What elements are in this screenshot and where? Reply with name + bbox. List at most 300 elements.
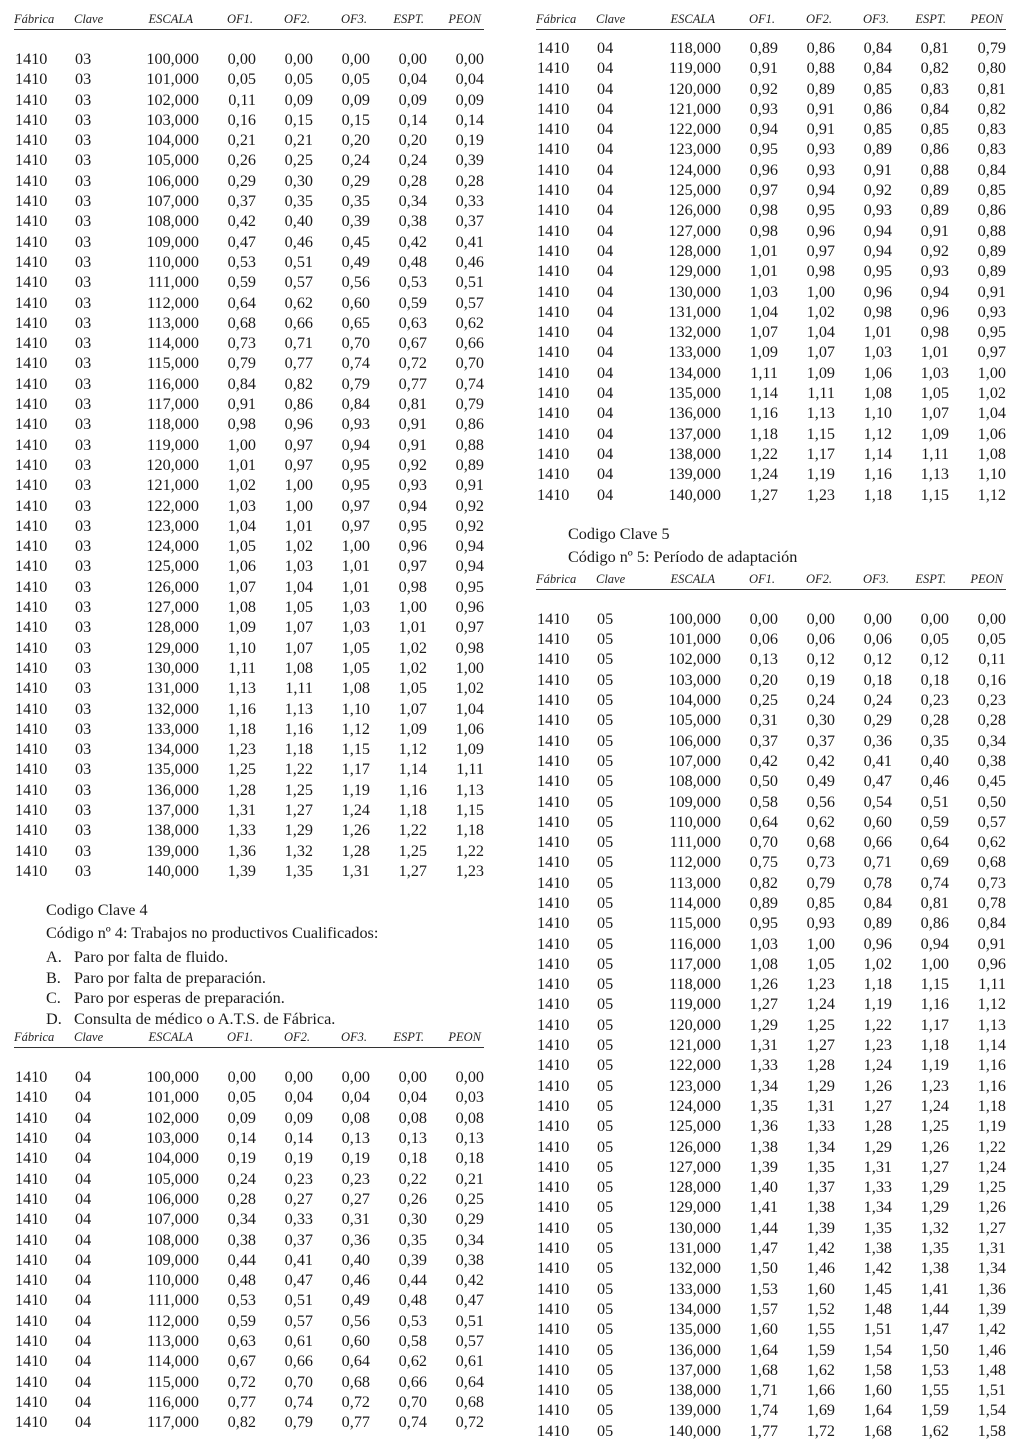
- table-cell: 0,47: [227, 232, 256, 251]
- table-cell: 0,89: [863, 914, 892, 933]
- table-cell: 0,37: [806, 731, 835, 750]
- table-cell: 05: [597, 1381, 614, 1400]
- column-header: Clave: [596, 571, 626, 586]
- table-cell: 1,22: [863, 1015, 892, 1034]
- table-cell: 1,08: [749, 954, 778, 973]
- table-row: [536, 1400, 1006, 1420]
- table-cell: 0,31: [749, 711, 778, 730]
- table-cell: 0,83: [920, 79, 949, 98]
- table-cell: 04: [597, 485, 614, 504]
- table-cell: 0,18: [863, 670, 892, 689]
- table-cell: 1,00: [806, 934, 835, 953]
- table-cell: 0,66: [863, 833, 892, 852]
- table-cell: 1410: [537, 1076, 570, 1095]
- table-cell: 1410: [537, 1401, 570, 1420]
- table-cell: 136,000: [146, 780, 199, 799]
- table-cell: 1410: [15, 415, 48, 434]
- table-cell: 0,64: [455, 1372, 484, 1391]
- table-cell: 1410: [15, 638, 48, 657]
- table-cell: 0,05: [920, 630, 949, 649]
- table-cell: 0,24: [806, 691, 835, 710]
- table-cell: 1,34: [863, 1198, 892, 1217]
- table-cell: 1,09: [920, 424, 949, 443]
- table-cell: 0,04: [398, 70, 427, 89]
- table-cell: 123,000: [668, 140, 721, 159]
- table-cell: 1,01: [341, 577, 370, 596]
- table-cell: 1410: [537, 1117, 570, 1136]
- table-cell: 127,000: [668, 1157, 721, 1176]
- table-cell: 0,77: [227, 1392, 256, 1411]
- table-cell: 0,14: [398, 110, 427, 129]
- table-row: [536, 731, 1006, 751]
- table-cell: 0,93: [749, 99, 778, 118]
- table-cell: 0,85: [977, 181, 1006, 200]
- table-cell: 0,21: [227, 131, 256, 150]
- table-cell: 1,26: [341, 821, 370, 840]
- table-cell: 100,000: [146, 1068, 199, 1087]
- table-row: [536, 302, 1006, 322]
- table-cell: 0,63: [227, 1332, 256, 1351]
- table-cell: 0,19: [455, 131, 484, 150]
- table-cell: 111,000: [147, 273, 199, 292]
- table-cell: 1,14: [977, 1036, 1006, 1055]
- table-cell: 1,47: [749, 1239, 778, 1258]
- table-cell: 102,000: [146, 1108, 199, 1127]
- table-cell: 1,12: [863, 424, 892, 443]
- table-cell: 1410: [537, 893, 570, 912]
- column-header: ESCALA: [670, 12, 715, 26]
- table-cell: 1410: [15, 1088, 48, 1107]
- table-cell: 0,00: [398, 50, 427, 68]
- list-item: [14, 988, 484, 1009]
- table-cell: 136,000: [668, 1340, 721, 1359]
- table-cell: 1,28: [863, 1117, 892, 1136]
- table-row: [536, 403, 1006, 423]
- table-row: [536, 282, 1006, 302]
- table-cell: 0,93: [977, 302, 1006, 321]
- table-cell: 1,31: [977, 1239, 1006, 1258]
- table-cell: 106,000: [146, 1189, 199, 1208]
- table-cell: 1410: [15, 841, 48, 860]
- table-cell: 1410: [15, 334, 48, 353]
- table-row: [536, 180, 1006, 200]
- table-cell: 0,96: [977, 954, 1006, 973]
- table-cell: 03: [75, 496, 92, 515]
- table-cell: 0,37: [227, 192, 256, 211]
- table-cell: 1,25: [806, 1015, 835, 1034]
- table-cell: 123,000: [668, 1076, 721, 1095]
- table-cell: 0,34: [227, 1210, 256, 1229]
- table-row: [14, 556, 484, 576]
- table-cell: 03: [75, 110, 92, 129]
- table-row: [536, 1116, 1006, 1136]
- table-row: [536, 710, 1006, 730]
- table-cell: 0,98: [749, 221, 778, 240]
- table-cell: 120,000: [146, 455, 199, 474]
- table-cell: 0,97: [284, 455, 313, 474]
- table-cell: 1410: [15, 435, 48, 454]
- table-cell: 0,89: [749, 39, 778, 57]
- table-cell: 1,23: [806, 485, 835, 504]
- table-cell: 0,72: [341, 1392, 370, 1411]
- table-cell: 0,40: [341, 1250, 370, 1269]
- table-cell: 1,62: [920, 1421, 949, 1440]
- table-row: [14, 1128, 484, 1148]
- table-cell: 0,08: [341, 1108, 370, 1127]
- table-cell: 0,25: [749, 691, 778, 710]
- table-row: [14, 232, 484, 252]
- table-cell: 0,00: [455, 50, 484, 68]
- table-cell: 1410: [15, 395, 48, 414]
- table-cell: 0,56: [341, 1311, 370, 1330]
- table-cell: 1,11: [285, 679, 313, 698]
- table-cell: 1410: [15, 699, 48, 718]
- table-cell: 131,000: [146, 679, 199, 698]
- table-cell: 0,68: [455, 1392, 484, 1411]
- table-cell: 1410: [537, 1218, 570, 1237]
- table-cell: 04: [75, 1088, 92, 1107]
- table-cell: 0,00: [284, 50, 313, 68]
- table-cell: 1,14: [749, 384, 778, 403]
- table-cell: 05: [597, 711, 614, 730]
- table-cell: 118,000: [668, 39, 721, 57]
- table-cell: 0,86: [455, 415, 484, 434]
- table-cell: 0,24: [341, 151, 370, 170]
- table-clave-03: [14, 11, 484, 881]
- table-cell: 1,26: [863, 1076, 892, 1095]
- table-row: [536, 852, 1006, 872]
- table-cell: 1,36: [749, 1117, 778, 1136]
- table-cell: 0,00: [863, 609, 892, 628]
- table-cell: 1,27: [749, 995, 778, 1014]
- table-cell: 0,59: [398, 293, 427, 312]
- table-cell: 0,95: [749, 140, 778, 159]
- table-cell: 1,19: [341, 780, 370, 799]
- table-cell: 0,92: [398, 455, 427, 474]
- table-cell: 1,45: [863, 1279, 892, 1298]
- table-cell: 0,40: [920, 751, 949, 770]
- table-cell: 1,35: [920, 1239, 949, 1258]
- table-row: [536, 1319, 1006, 1339]
- table-cell: 101,000: [146, 1088, 199, 1107]
- table-row: [14, 130, 484, 150]
- table-cell: 1410: [537, 79, 570, 98]
- table-cell: 0,35: [284, 192, 313, 211]
- table-cell: 0,30: [284, 171, 313, 190]
- table-cell: 0,45: [341, 232, 370, 251]
- table-cell: 0,29: [227, 171, 256, 190]
- table-cell: 130,000: [146, 658, 199, 677]
- table-cell: 0,51: [455, 273, 484, 292]
- table-cell: 1,16: [920, 995, 949, 1014]
- table-cell: 0,85: [863, 79, 892, 98]
- table-cell: 1,41: [920, 1279, 949, 1298]
- table-cell: 1,27: [806, 1036, 835, 1055]
- table-cell: 1,01: [284, 516, 313, 535]
- table-row: [536, 670, 1006, 690]
- table-row: [14, 861, 484, 881]
- table-cell: 0,62: [284, 293, 313, 312]
- table-cell: 0,98: [455, 638, 484, 657]
- table-cell: 05: [597, 650, 614, 669]
- table-cell: 1,09: [749, 343, 778, 362]
- table-cell: 0,06: [749, 630, 778, 649]
- table-row: [536, 1197, 1006, 1217]
- table-cell: 0,49: [341, 1291, 370, 1310]
- table-cell: 0,79: [977, 39, 1006, 57]
- table-cell: 0,42: [455, 1271, 484, 1290]
- table-cell: 0,00: [806, 609, 835, 628]
- table-cell: 03: [75, 232, 92, 251]
- table-cell: 0,69: [920, 853, 949, 872]
- table-cell: 1,62: [806, 1360, 835, 1379]
- table-row: [14, 69, 484, 89]
- table-cell: 1,01: [227, 455, 256, 474]
- table-cell: 0,05: [341, 70, 370, 89]
- table-cell: 0,29: [341, 171, 370, 190]
- table-cell: 139,000: [146, 841, 199, 860]
- table-cell: 1,37: [806, 1178, 835, 1197]
- table-cell: 129,000: [668, 262, 721, 281]
- table-cell: 0,46: [284, 232, 313, 251]
- table-cell: 1410: [537, 241, 570, 260]
- table-row: [14, 496, 484, 516]
- column-header: Clave: [74, 1030, 104, 1045]
- table-cell: 03: [75, 841, 92, 860]
- table-cell: 1,03: [749, 282, 778, 301]
- table-cell: 0,39: [341, 212, 370, 231]
- table-cell: 1,36: [227, 841, 256, 860]
- table-cell: 1,33: [863, 1178, 892, 1197]
- table-cell: 0,35: [341, 192, 370, 211]
- table-cell: 0,94: [920, 934, 949, 953]
- table-cell: 04: [75, 1413, 92, 1432]
- table-cell: 1,18: [398, 800, 427, 819]
- table-cell: 1,04: [806, 323, 835, 342]
- table-cell: 1410: [537, 140, 570, 159]
- table-cell: 122,000: [146, 496, 199, 515]
- table-cell: 1410: [15, 1413, 48, 1432]
- table-cell: 0,37: [749, 731, 778, 750]
- table-cell: 1,54: [977, 1401, 1006, 1420]
- table-cell: 1,05: [284, 598, 313, 617]
- table-cell: 0,34: [398, 192, 427, 211]
- column-header: PEON: [448, 12, 481, 26]
- table-row: [14, 739, 484, 759]
- column-header: ESCALA: [670, 571, 715, 586]
- table-cell: 0,46: [455, 252, 484, 271]
- table-row: [536, 200, 1006, 220]
- table-cell: 1,34: [977, 1259, 1006, 1278]
- column-header: ESPT.: [915, 12, 946, 26]
- table-cell: 1,28: [341, 841, 370, 860]
- table-row: [14, 780, 484, 800]
- section-4-list: [14, 947, 484, 1029]
- table-cell: 0,73: [977, 873, 1006, 892]
- table-cell: 0,08: [455, 1108, 484, 1127]
- table-cell: 1,31: [863, 1157, 892, 1176]
- table-row: [536, 974, 1006, 994]
- table-cell: 0,93: [806, 140, 835, 159]
- table-cell: 05: [597, 1015, 614, 1034]
- table-cell: 1,06: [863, 363, 892, 382]
- table-cell: 0,09: [398, 90, 427, 109]
- table-row: [536, 261, 1006, 281]
- table-cell: 0,97: [341, 496, 370, 515]
- table-cell: 1410: [537, 1137, 570, 1156]
- table-row: [536, 322, 1006, 342]
- table-cell: 0,37: [455, 212, 484, 231]
- table-cell: 1410: [537, 1178, 570, 1197]
- table-clave-04-part-2: [536, 11, 1006, 505]
- table-cell: 04: [75, 1068, 92, 1087]
- table-cell: 105,000: [668, 711, 721, 730]
- table-cell: 1410: [537, 424, 570, 443]
- table-cell: 1,13: [920, 465, 949, 484]
- table-cell: 0,92: [749, 79, 778, 98]
- table-cell: 0,03: [455, 1088, 484, 1107]
- table-cell: 106,000: [146, 171, 199, 190]
- table-row: [536, 444, 1006, 464]
- table-cell: 1410: [537, 691, 570, 710]
- table-cell: 0,93: [920, 262, 949, 281]
- table-cell: 1,38: [806, 1198, 835, 1217]
- table-cell: 117,000: [146, 1413, 199, 1432]
- table-cell: 1,11: [228, 658, 256, 677]
- table-cell: 1410: [537, 343, 570, 362]
- table-cell: 0,48: [398, 252, 427, 271]
- column-header: Clave: [74, 12, 104, 26]
- table-cell: 1,11: [921, 444, 949, 463]
- table-row: [536, 241, 1006, 261]
- table-cell: 1,25: [920, 1117, 949, 1136]
- table-cell: 0,95: [455, 577, 484, 596]
- table-cell: 03: [75, 151, 92, 170]
- table-cell: 0,94: [341, 435, 370, 454]
- table-cell: 108,000: [146, 212, 199, 231]
- table-cell: 0,78: [863, 873, 892, 892]
- table-cell: 0,40: [284, 212, 313, 231]
- table-cell: 1410: [537, 1157, 570, 1176]
- table-row: [536, 342, 1006, 362]
- table-cell: 0,24: [863, 691, 892, 710]
- table-cell: 0,39: [455, 151, 484, 170]
- table-cell: 0,35: [398, 1230, 427, 1249]
- table-cell: 03: [75, 273, 92, 292]
- table-row: [536, 38, 1006, 58]
- table-cell: 104,000: [668, 691, 721, 710]
- table-cell: 0,93: [806, 914, 835, 933]
- table-cell: 05: [597, 772, 614, 791]
- table-row: [536, 221, 1006, 241]
- table-row: [536, 1076, 1006, 1096]
- table-cell: 0,62: [398, 1352, 427, 1371]
- table-cell: 1,16: [977, 1076, 1006, 1095]
- table-cell: 0,21: [455, 1169, 484, 1188]
- table-cell: 102,000: [146, 90, 199, 109]
- column-header: OF3.: [340, 12, 367, 26]
- list-item: [14, 947, 484, 968]
- table-cell: 0,95: [341, 476, 370, 495]
- table-cell: 1410: [15, 1149, 48, 1168]
- table-cell: 0,60: [863, 812, 892, 831]
- table-row: [536, 99, 1006, 119]
- table-cell: 0,36: [341, 1230, 370, 1249]
- table-cell: 0,81: [920, 893, 949, 912]
- table-cell: 0,79: [806, 873, 835, 892]
- table-cell: 0,74: [455, 374, 484, 393]
- table-cell: 1,14: [398, 760, 427, 779]
- table-row: [536, 363, 1006, 383]
- table-cell: 0,73: [227, 334, 256, 353]
- table-cell: 1410: [537, 485, 570, 504]
- table-cell: 0,91: [863, 160, 892, 179]
- table-cell: 1,31: [227, 800, 256, 819]
- table-cell: 134,000: [668, 1299, 721, 1318]
- table-cell: 05: [597, 1239, 614, 1258]
- table-cell: 1410: [537, 363, 570, 382]
- table-row: [14, 313, 484, 333]
- table-cell: 1,02: [398, 658, 427, 677]
- table-cell: 0,71: [863, 853, 892, 872]
- table-cell: 0,94: [863, 221, 892, 240]
- table-cell: 1410: [15, 557, 48, 576]
- table-cell: 120,000: [668, 79, 721, 98]
- table-cell: 03: [75, 50, 92, 68]
- table-cell: 1,11: [978, 975, 1006, 994]
- table-cell: 04: [597, 302, 614, 321]
- table-cell: 1,08: [341, 679, 370, 698]
- table-cell: 0,23: [920, 691, 949, 710]
- table-cell: 0,91: [398, 415, 427, 434]
- table-row: [536, 1055, 1006, 1075]
- table-cell: 1410: [15, 232, 48, 251]
- table-row: [14, 1108, 484, 1128]
- table-cell: 04: [75, 1352, 92, 1371]
- table-cell: 1,58: [977, 1421, 1006, 1440]
- table-cell: 1,12: [341, 719, 370, 738]
- table-row: [536, 751, 1006, 771]
- table-cell: 0,84: [227, 374, 256, 393]
- table-cell: 1,01: [920, 343, 949, 362]
- table-cell: 112,000: [668, 853, 721, 872]
- table-row: [536, 464, 1006, 484]
- column-header: ESPT.: [393, 1030, 424, 1045]
- table-cell: 108,000: [668, 772, 721, 791]
- table-cell: 0,83: [977, 140, 1006, 159]
- table-cell: 0,68: [341, 1372, 370, 1391]
- table-cell: 0,91: [749, 59, 778, 78]
- table-cell: 05: [597, 731, 614, 750]
- table-cell: 1,02: [806, 302, 835, 321]
- table-cell: 1410: [15, 577, 48, 596]
- table-cell: 1410: [537, 873, 570, 892]
- table-cell: 0,97: [806, 241, 835, 260]
- table-cell: 113,000: [146, 1332, 199, 1351]
- table-cell: 1,39: [749, 1157, 778, 1176]
- column-header: OF1.: [226, 1030, 253, 1045]
- table-cell: 1410: [537, 465, 570, 484]
- table-cell: 05: [597, 630, 614, 649]
- table-cell: 03: [75, 252, 92, 271]
- table-row: [536, 1258, 1006, 1278]
- table-cell: 0,64: [341, 1352, 370, 1371]
- column-header: Fábrica: [536, 12, 577, 26]
- table-cell: 1,34: [749, 1076, 778, 1095]
- table-cell: 1,44: [749, 1218, 778, 1237]
- table-cell: 0,61: [284, 1332, 313, 1351]
- table-cell: 135,000: [146, 760, 199, 779]
